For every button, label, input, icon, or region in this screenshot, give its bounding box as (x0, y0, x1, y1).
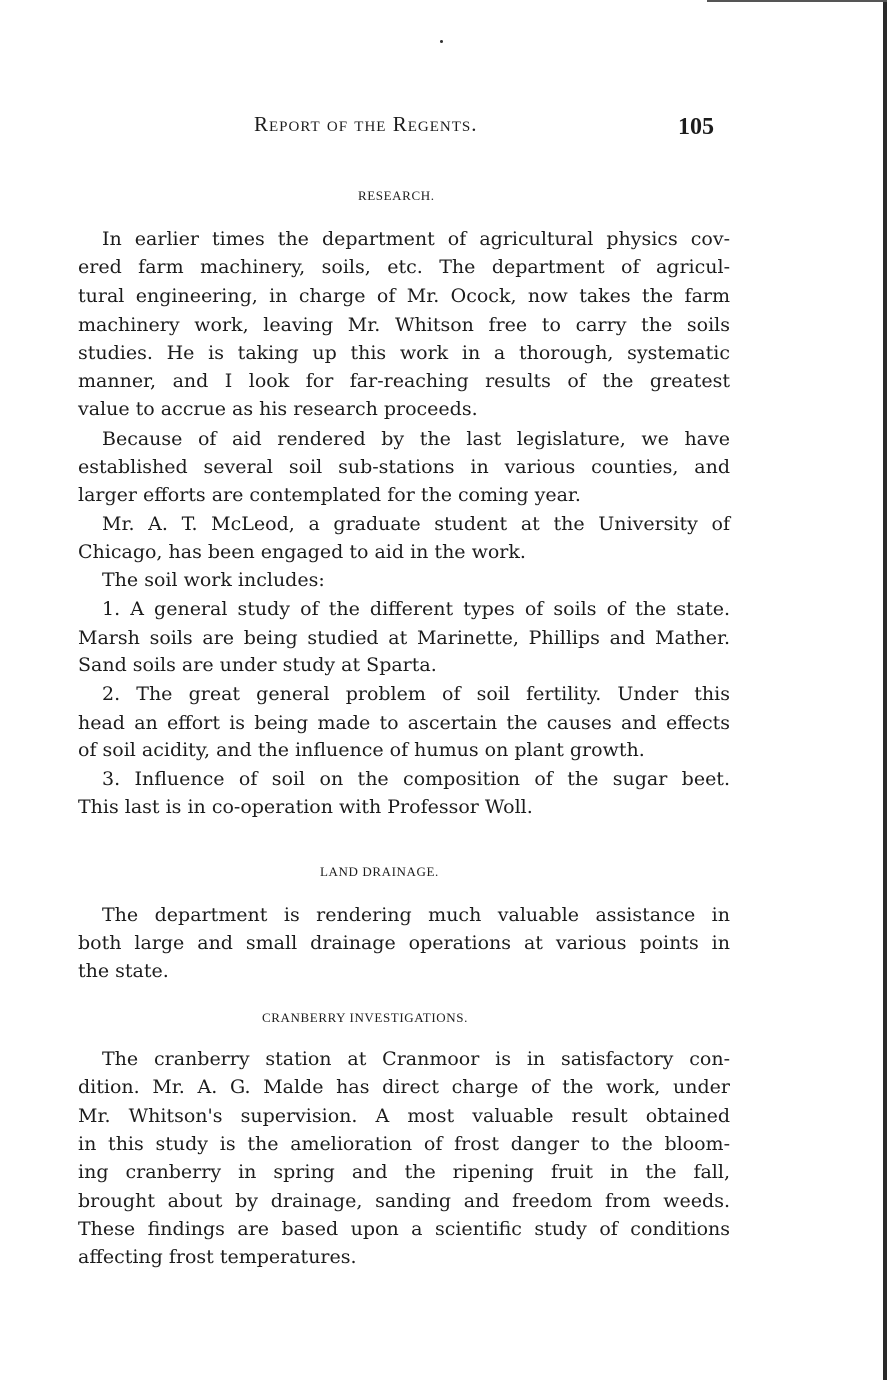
paragraph-line: The department is rendering much valuable assistance in (102, 904, 730, 926)
paragraph-line: both large and small drainage operations at various points in (78, 932, 730, 954)
paragraph-line: established several soil sub-stations in various counties, and (78, 456, 730, 478)
paragraph-line: Mr. A. T. McLeod, a graduate student at the University of (102, 513, 730, 535)
paragraph-line: The cranberry station at Cranmoor is in satisfactory con- (102, 1048, 730, 1070)
paragraph-line: head an effort is being made to ascertain the causes and effects (78, 712, 730, 734)
section-heading-land-drainage: LAND DRAINAGE. (320, 864, 439, 879)
paragraph-line: studies. He is taking up this work in a thorough, systematic (78, 342, 730, 364)
paragraph-line: brought about by drainage, sanding and freedom from weeds. (78, 1190, 730, 1212)
running-head: Report of the Regents. (254, 112, 478, 136)
paragraph-line: Mr. Whitson's supervision. A most valuable result obtained (78, 1105, 730, 1127)
paragraph-line: the state. (78, 960, 169, 982)
paragraph-line: The soil work includes: (102, 569, 325, 591)
paragraph-line: machinery work, leaving Mr. Whitson free to carry the soils (78, 314, 730, 336)
section-heading-research: RESEARCH. (358, 188, 435, 203)
paragraph-line: manner, and I look for far-reaching results of the greatest (78, 370, 730, 392)
paragraph-line: Sand soils are under study at Sparta. (78, 654, 437, 676)
paragraph-line: 3. Influence of soil on the composition of the sugar beet. (102, 768, 730, 790)
paragraph-line: larger efforts are contemplated for the coming year. (78, 484, 581, 506)
paragraph-line: 1. A general study of the different types of soils of the state. (102, 598, 730, 620)
paragraph-line: 2. The great general problem of soil fertility. Under this (102, 683, 730, 705)
ink-speck (440, 40, 443, 43)
paragraph-line: Marsh soils are being studied at Marinette, Phillips and Mather. (78, 627, 730, 649)
paragraph-line: Chicago, has been engaged to aid in the work. (78, 541, 526, 563)
paragraph-line: dition. Mr. A. G. Malde has direct charge of the work, under (78, 1076, 730, 1098)
page-edge-shadow (883, 0, 887, 1380)
paragraph-line: This last is in co-operation with Professor Woll. (78, 796, 533, 818)
page-number: 105 (678, 114, 714, 140)
paragraph-line: These findings are based upon a scientific study of conditions (78, 1218, 730, 1240)
paragraph-line: In earlier times the department of agricultural physics cov- (102, 228, 730, 250)
paragraph-line: ered farm machinery, soils, etc. The department of agricul- (78, 256, 730, 278)
section-heading-cranberry: CRANBERRY INVESTIGATIONS. (262, 1010, 468, 1025)
scan-border (707, 0, 887, 2)
paragraph-line: of soil acidity, and the influence of humus on plant growth. (78, 739, 645, 761)
paragraph-line: value to accrue as his research proceeds. (78, 398, 478, 420)
paragraph-line: in this study is the amelioration of frost danger to the bloom- (78, 1133, 730, 1155)
paragraph-line: Because of aid rendered by the last legislature, we have (102, 428, 730, 450)
paragraph-line: affecting frost temperatures. (78, 1246, 357, 1268)
paragraph-line: ing cranberry in spring and the ripening fruit in the fall, (78, 1161, 730, 1183)
paragraph-line: tural engineering, in charge of Mr. Ocock, now takes the farm (78, 285, 730, 307)
